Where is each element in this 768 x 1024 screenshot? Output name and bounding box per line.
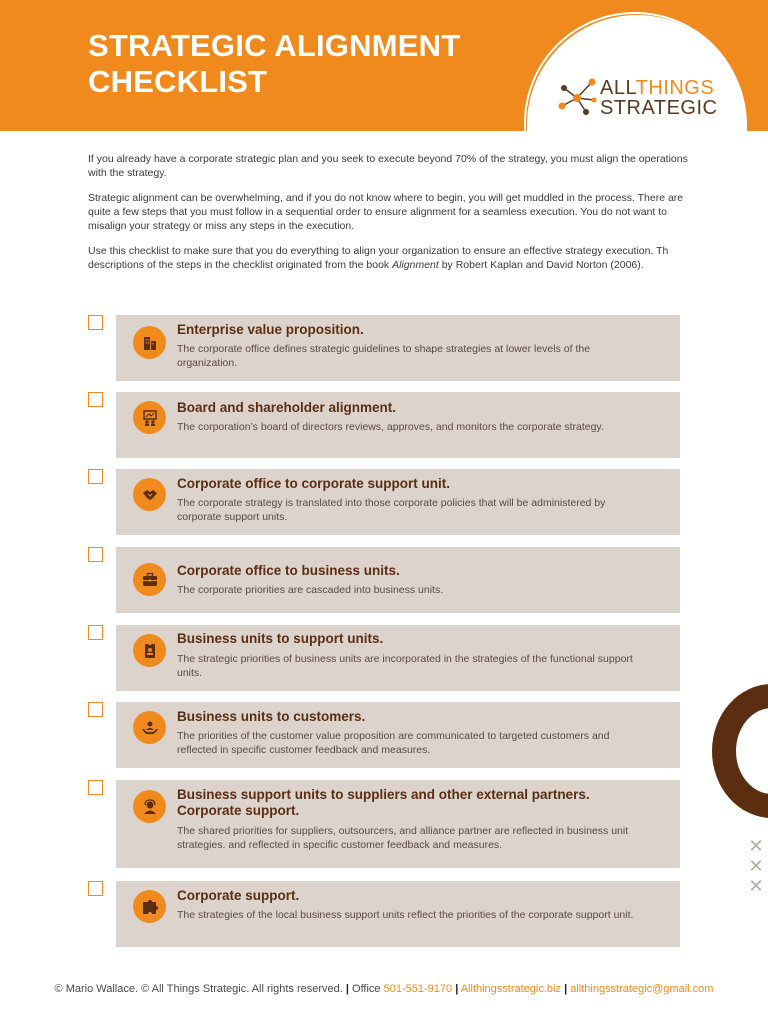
checklist-card xyxy=(116,625,680,691)
x-mark: ✕ xyxy=(748,856,764,876)
checkbox[interactable] xyxy=(88,625,103,640)
footer-separator: | xyxy=(345,983,349,995)
checkbox[interactable] xyxy=(88,780,103,795)
checklist-card xyxy=(116,315,680,381)
item-description: The corporate strategy is translated into those corporate policies that will be administered by corporate support units. xyxy=(177,497,606,523)
item-title: Enterprise value proposition. xyxy=(177,322,364,337)
network-logo-icon xyxy=(556,74,598,118)
item-title: Business support units to suppliers and other external partners. xyxy=(177,787,590,802)
intro-paragraph-3: Use this checklist to make sure that you do everything to align your organization to ensure an effective strategy execution. Th descriptions of the steps in the checklist originated from the book Alignment by Robert Kaplan and David Norton (2006). xyxy=(88,245,669,271)
decorative-ring xyxy=(712,684,768,818)
page-header xyxy=(0,0,768,131)
logo-text-bottom: STRATEGIC xyxy=(600,97,718,119)
item-title: Corporate office to business units. xyxy=(177,563,400,578)
presentation-icon xyxy=(133,401,166,434)
checkbox[interactable] xyxy=(88,469,103,484)
footer-separator: | xyxy=(455,983,459,995)
page-footer xyxy=(0,983,768,995)
checkbox[interactable] xyxy=(88,547,103,562)
item-title: Board and shareholder alignment. xyxy=(177,400,397,415)
footer-email-link[interactable]: allthingsstrategic@gmail.com xyxy=(570,983,714,995)
intro-text xyxy=(88,152,688,283)
item-description: The shared priorities for suppliers, outsourcers, and alliance partner are reflected in business unit strategies. and reflected in specific customer feedback and measures. xyxy=(177,825,629,851)
page-title: STRATEGIC ALIGNMENT CHECKLIST xyxy=(88,28,461,99)
support-person-icon xyxy=(133,790,166,823)
footer-separator: | xyxy=(564,983,568,995)
brand-logo xyxy=(556,74,726,124)
checklist-card xyxy=(116,392,680,458)
item-description: The corporate office defines strategic guidelines to shape strategies at lower levels of the organization. xyxy=(177,343,591,369)
item-title: Corporate office to corporate support unit. xyxy=(177,476,451,491)
x-mark: ✕ xyxy=(748,876,764,896)
checklist-card xyxy=(116,702,680,768)
briefcase-icon xyxy=(133,563,166,596)
item-description: The strategies of the local business support units reflect the priorities of the corporate support unit. xyxy=(177,909,634,921)
intro-paragraph-1: If you already have a corporate strategic plan and you seek to execute beyond 70% of the strategy, you must align the operations with the strategy. xyxy=(88,153,688,179)
item-title: Business units to customers. xyxy=(177,709,366,724)
item-title: Corporate support. xyxy=(177,888,300,903)
footer-website-link[interactable]: Allthingsstrategic.biz xyxy=(460,983,561,995)
item-description: The corporation’s board of directors reviews, approves, and monitors the corporate strategy. xyxy=(177,421,604,433)
checkbox[interactable] xyxy=(88,881,103,896)
item-description: The strategic priorities of business units are incorporated in the strategies of the functional support units. xyxy=(177,653,633,679)
x-mark: ✕ xyxy=(748,836,764,856)
checkbox[interactable] xyxy=(88,392,103,407)
customer-care-icon xyxy=(133,711,166,744)
puzzle-icon xyxy=(133,890,166,923)
checkbox[interactable] xyxy=(88,702,103,717)
building-icon xyxy=(133,326,166,359)
logo-text-top: ALLTHINGS xyxy=(600,77,715,99)
checklist-card xyxy=(116,780,680,868)
item-description: The priorities of the customer value proposition are communicated to targeted customers and reflected in specific customer feedback and measures. xyxy=(177,730,610,756)
footer-phone-link[interactable]: 501-551-9170 xyxy=(383,983,453,995)
footer-copyright: © Mario Wallace. © All Things Strategic. All rights reserved. xyxy=(54,983,346,995)
item-title-line2: Corporate support. xyxy=(177,803,300,818)
checkbox[interactable] xyxy=(88,315,103,330)
checklist-card xyxy=(116,881,680,947)
book-title: Alignment xyxy=(392,259,439,271)
decorative-x-marks xyxy=(748,836,764,896)
item-title: Business units to support units. xyxy=(177,631,384,646)
footer-office-label: Office xyxy=(348,983,384,995)
checklist-card xyxy=(116,469,680,535)
handshake-icon xyxy=(133,478,166,511)
item-description: The corporate priorities are cascaded into business units. xyxy=(177,584,444,596)
checklist-card xyxy=(116,547,680,613)
intro-paragraph-2: Strategic alignment can be overwhelming, and if you do not know where to begin, you will get muddled in the process. There are quite a few steps that you must follow in a sequential order to ensure alignment for a seamless execution. You do not want to misalign your strategy or miss any steps in the execution. xyxy=(88,192,684,232)
id-badge-icon xyxy=(133,634,166,667)
